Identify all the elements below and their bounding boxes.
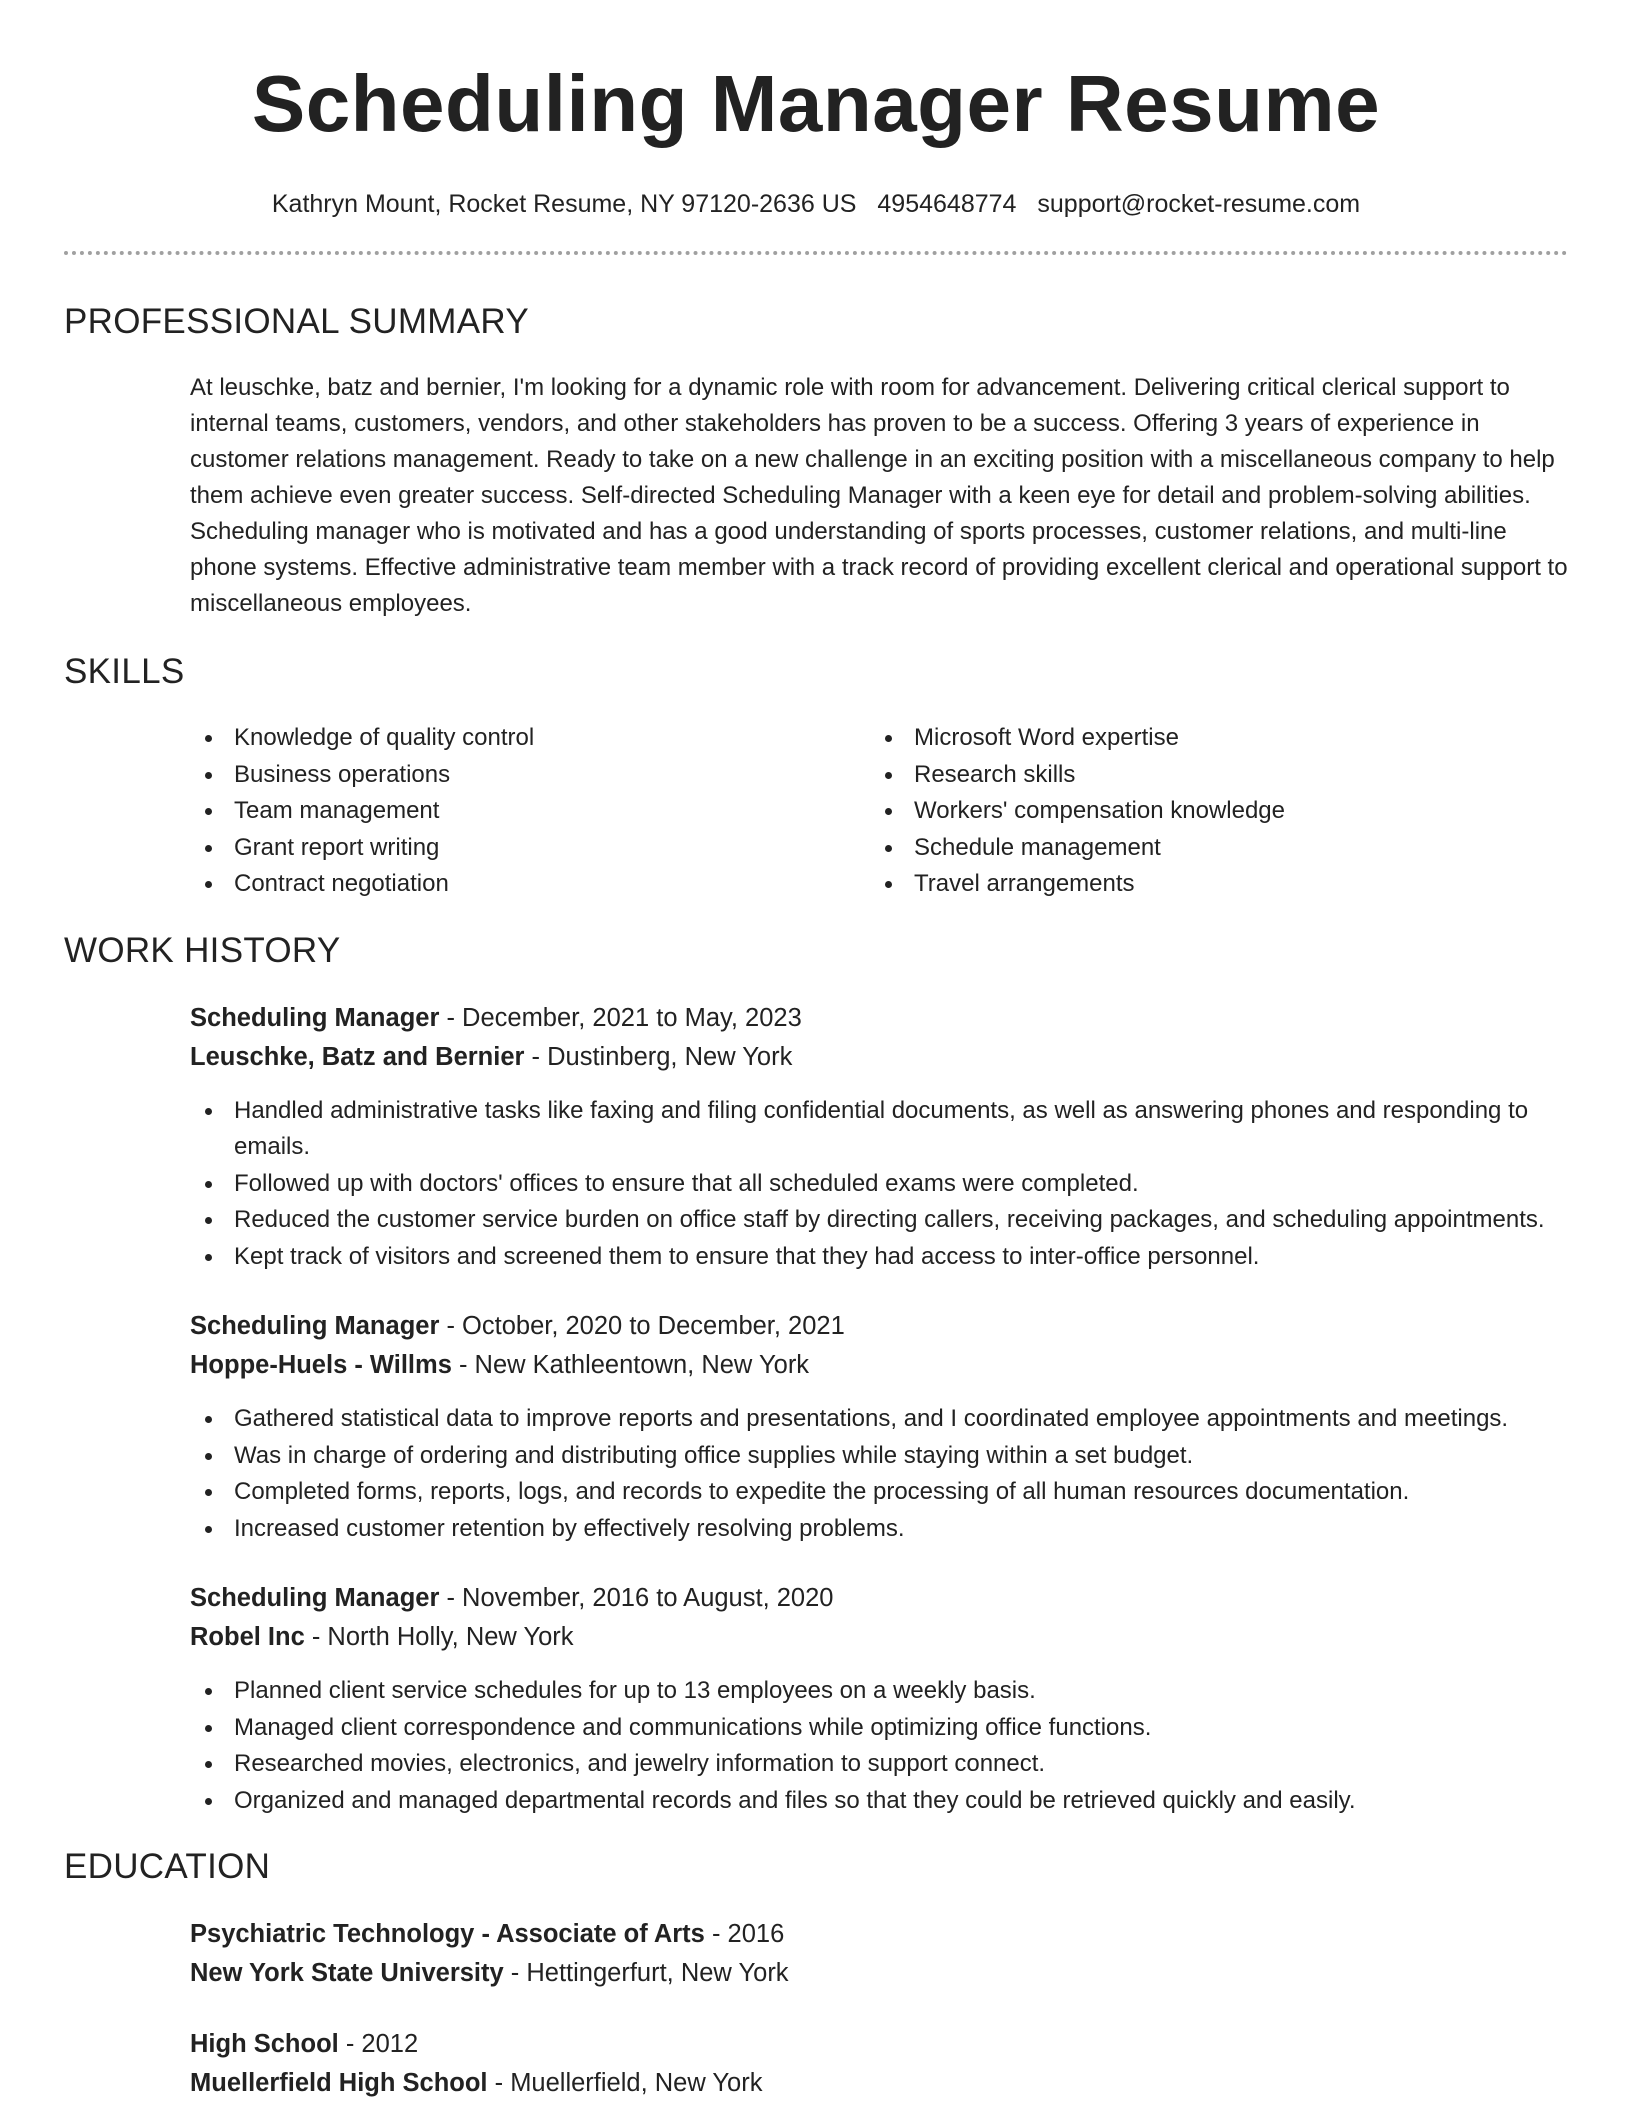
job-bullet: Organized and managed departmental records and files so that they could be retrieved quickly and easily. [190, 1783, 1568, 1820]
job-bullet: Gathered statistical data to improve reports and presentations, and I coordinated employee appointments and meetings. [190, 1401, 1568, 1438]
edu-degree: High School [190, 2030, 339, 2058]
job-company: Robel Inc [190, 1623, 305, 1651]
job-company: Hoppe-Huels - Willms [190, 1351, 452, 1379]
summary-text: At leuschke, batz and bernier, I'm looking for a dynamic role with room for advancement. Delivering critical clerical support to internal teams, customers, vendors, and other stakeholders has proven to be a success. Offering 3 years of experience in customer relations management. Ready to take on a new challenge in an exciting position with a miscellaneous company to help them achieve even greater success. Self-directed Scheduling Manager with a keen eye for detail and problem-solving abilities. Scheduling manager who is motivated and has a good understanding of sports processes, customer relations, and multi-line phone systems. Effective administrative team member with a track record of providing excellent clerical and operational support to miscellaneous employees. [190, 374, 1568, 617]
edu-degree-line [190, 1915, 1568, 1954]
job-bullet: Reduced the customer service burden on office staff by directing callers, receiving packages, and scheduling appointments. [190, 1202, 1568, 1239]
job-title: Scheduling Manager [190, 1003, 440, 1032]
skill-item: Microsoft Word expertise [870, 720, 1550, 757]
resume-title: Scheduling Manager Resume [251, 59, 1381, 148]
job-location: - North Holly, New York [304, 1623, 574, 1651]
skill-item: Team management [190, 793, 870, 830]
skill-item: Business operations [190, 757, 870, 794]
job-entry [190, 999, 1568, 1276]
skill-item: Knowledge of quality control [190, 720, 870, 757]
work-history-heading: WORK HISTORY [64, 930, 341, 970]
edu-year: - 2016 [704, 1920, 785, 1948]
job-bullet: Completed forms, reports, logs, and records to expedite the processing of all human resources documentation. [190, 1474, 1568, 1511]
skills-left-list [190, 720, 870, 903]
job-location: - New Kathleentown, New York [451, 1351, 810, 1379]
work-history-section [64, 931, 1568, 1820]
contact-address: Kathryn Mount, Rocket Resume, NY 97120-2636 US [271, 190, 857, 218]
education-entry [190, 1915, 1568, 1993]
edu-year: - 2012 [338, 2030, 419, 2058]
job-dates: - October, 2020 to December, 2021 [439, 1312, 845, 1340]
skills-right-list [870, 720, 1550, 903]
job-dates: - November, 2016 to August, 2020 [439, 1584, 834, 1612]
job-bullet: Planned client service schedules for up to 13 employees on a weekly basis. [190, 1673, 1568, 1710]
edu-degree-line [190, 2025, 1568, 2064]
job-bullets [190, 1401, 1568, 1547]
job-company: Leuschke, Batz and Bernier [190, 1042, 525, 1071]
contact-phone: 4954648774 [877, 190, 1017, 218]
job-bullet: Handled administrative tasks like faxing and filing confidential documents, as well as answering phones and responding to emails. [190, 1093, 1568, 1166]
edu-location: - Hettingerfurt, New York [503, 1959, 789, 1987]
skills-heading: SKILLS [64, 652, 185, 691]
job-bullets [190, 1673, 1568, 1819]
job-bullet: Followed up with doctors' offices to ensure that all scheduled exams were completed. [190, 1166, 1568, 1203]
edu-school: Muellerfield High School [190, 2069, 488, 2097]
edu-location: - Muellerfield, New York [487, 2069, 763, 2097]
education-section [64, 1847, 1568, 2103]
job-company-line [190, 1618, 1568, 1657]
edu-school: New York State University [190, 1959, 504, 1987]
job-entry [190, 1307, 1568, 1547]
job-entry [190, 1579, 1568, 1819]
job-title: Scheduling Manager [190, 1312, 440, 1340]
skill-item: Travel arrangements [870, 866, 1550, 903]
job-company-line [190, 1038, 1568, 1077]
skill-item: Workers' compensation knowledge [870, 793, 1550, 830]
skill-item: Schedule management [870, 830, 1550, 867]
job-bullets [190, 1093, 1568, 1276]
skill-item: Grant report writing [190, 830, 870, 867]
skill-item: Research skills [870, 757, 1550, 794]
skills-columns [190, 720, 1568, 903]
job-title: Scheduling Manager [190, 1584, 440, 1612]
job-bullet: Researched movies, electronics, and jewelry information to support connect. [190, 1746, 1568, 1783]
skill-item: Contract negotiation [190, 866, 870, 903]
skills-section [64, 652, 1568, 903]
job-bullet: Managed client correspondence and communications while optimizing office functions. [190, 1710, 1568, 1747]
job-bullet: Was in charge of ordering and distributing office supplies while staying within a set budget. [190, 1438, 1568, 1475]
summary-heading: PROFESSIONAL SUMMARY [64, 302, 529, 341]
education-entry [190, 2025, 1568, 2103]
edu-school-line [190, 2064, 1568, 2103]
job-bullet: Increased customer retention by effectively resolving problems. [190, 1511, 1568, 1548]
contact-line [64, 190, 1568, 219]
job-title-line [190, 1579, 1568, 1618]
job-bullet: Kept track of visitors and screened them to ensure that they had access to inter-office personnel. [190, 1239, 1568, 1276]
job-dates: - December, 2021 to May, 2023 [439, 1003, 802, 1032]
header-divider [64, 251, 1568, 255]
contact-email: support@rocket-resume.com [1037, 190, 1361, 218]
job-title-line [190, 1307, 1568, 1346]
job-company-line [190, 1346, 1568, 1385]
edu-degree: Psychiatric Technology - Associate of Arts [190, 1920, 705, 1948]
education-heading: EDUCATION [64, 1847, 271, 1886]
summary-section [64, 302, 1568, 622]
job-location: - Dustinberg, New York [524, 1042, 793, 1071]
job-title-line [190, 999, 1568, 1038]
edu-school-line [190, 1954, 1568, 1993]
